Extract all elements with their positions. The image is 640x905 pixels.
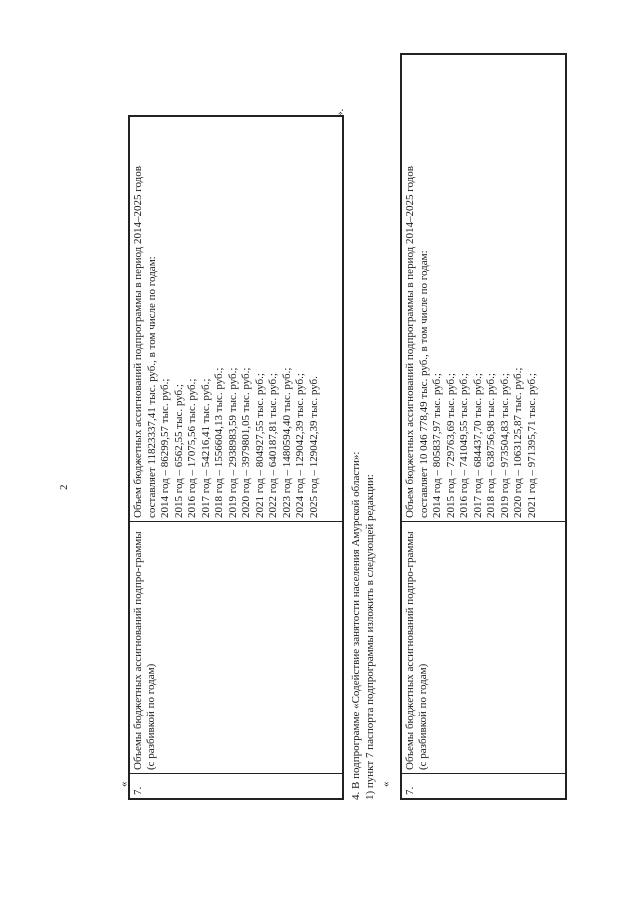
opening-quote-1: «	[118, 781, 130, 787]
table2-label: Объемы бюджетных ассигнований подпро-граммы (с разбивкой по годам)	[402, 522, 566, 774]
table1-line: 2014 год – 86299,57 тыс. руб.;	[159, 378, 171, 518]
table1-line: 2024 год – 129042,39 тыс. руб.;	[294, 373, 306, 518]
table1-line: 2022 год – 640187,81 тыс. руб.;	[267, 373, 279, 518]
table1-line: Объем бюджетных ассигнований подпрограммы в период 2014–2025 годов	[132, 166, 144, 518]
table2-line: Объем бюджетных ассигнований подпрограммы в период 2014–2025 годов	[404, 166, 416, 518]
section-line-1: 4. В подпрограмме «Содействие занятости населения Амурской области»:	[350, 451, 362, 800]
section-heading	[350, 452, 377, 800]
table1-line: 2021 год – 804927,55 тыс. руб.;	[253, 373, 266, 518]
budget-table-2	[400, 53, 567, 800]
table1-label: Объемы бюджетных ассигнований подпро-граммы (с разбивкой по годам)	[130, 522, 343, 774]
table1-content	[130, 117, 343, 522]
table1-line: 2018 год – 1556604,13 тыс. руб.;	[213, 367, 225, 518]
table2-line: составляет 10 046 778,49 тыс. руб., в том числе по годам:	[417, 250, 430, 518]
table1-line: 2015 год – 6562,55 тыс. руб.;	[172, 384, 185, 518]
opening-quote-2: «	[380, 781, 392, 787]
table2-line: 2021 год – 971395,71 тыс. руб.;	[525, 373, 538, 518]
table1-line: составляет 11823337,41 тыс. руб., в том числе по годам:	[145, 256, 158, 518]
table1-line: 2020 год – 3979801,05 тыс. руб.;	[240, 367, 252, 518]
table1-row-number: 7.	[130, 774, 343, 799]
budget-table-1	[128, 115, 344, 800]
table1-line: 2017 год – 54216,41 тыс. руб.;	[199, 378, 212, 518]
table2-content	[402, 55, 566, 522]
table1-line: 2016 год – 17075,56 тыс. руб.;	[186, 378, 198, 518]
table2-line: 2015 год – 729763,69 тыс. руб.;	[444, 373, 457, 518]
table2-row-number: 7.	[402, 774, 566, 799]
section-line-2: 1) пункт 7 паспорта подпрограммы изложить в следующей редакции:	[363, 474, 376, 800]
table2-line: 2018 год – 638756,98 тыс. руб.;	[485, 373, 497, 518]
table2-line: 2019 год – 973504,83 тыс. руб.;	[498, 373, 511, 518]
table1-line: 2023 год – 1480594,40 тыс. руб.;	[280, 367, 293, 518]
page-number: 2	[58, 484, 70, 490]
closing-quote-1: ».	[334, 108, 346, 117]
table2-line: 2014 год – 805837,97 тыс. руб.;	[431, 373, 443, 518]
table1-line: 2019 год – 2938983,59 тыс. руб.;	[226, 367, 239, 518]
table2-line: 2017 год – 684437,70 тыс. руб.;	[471, 373, 484, 518]
table2-line: 2016 год – 741049,55 тыс. руб.;	[458, 373, 470, 518]
table1-line: 2025 год – 129042,39 тыс. руб.	[307, 376, 320, 518]
table2-line: 2020 год – 1063125,87 тыс. руб.;	[512, 367, 524, 518]
